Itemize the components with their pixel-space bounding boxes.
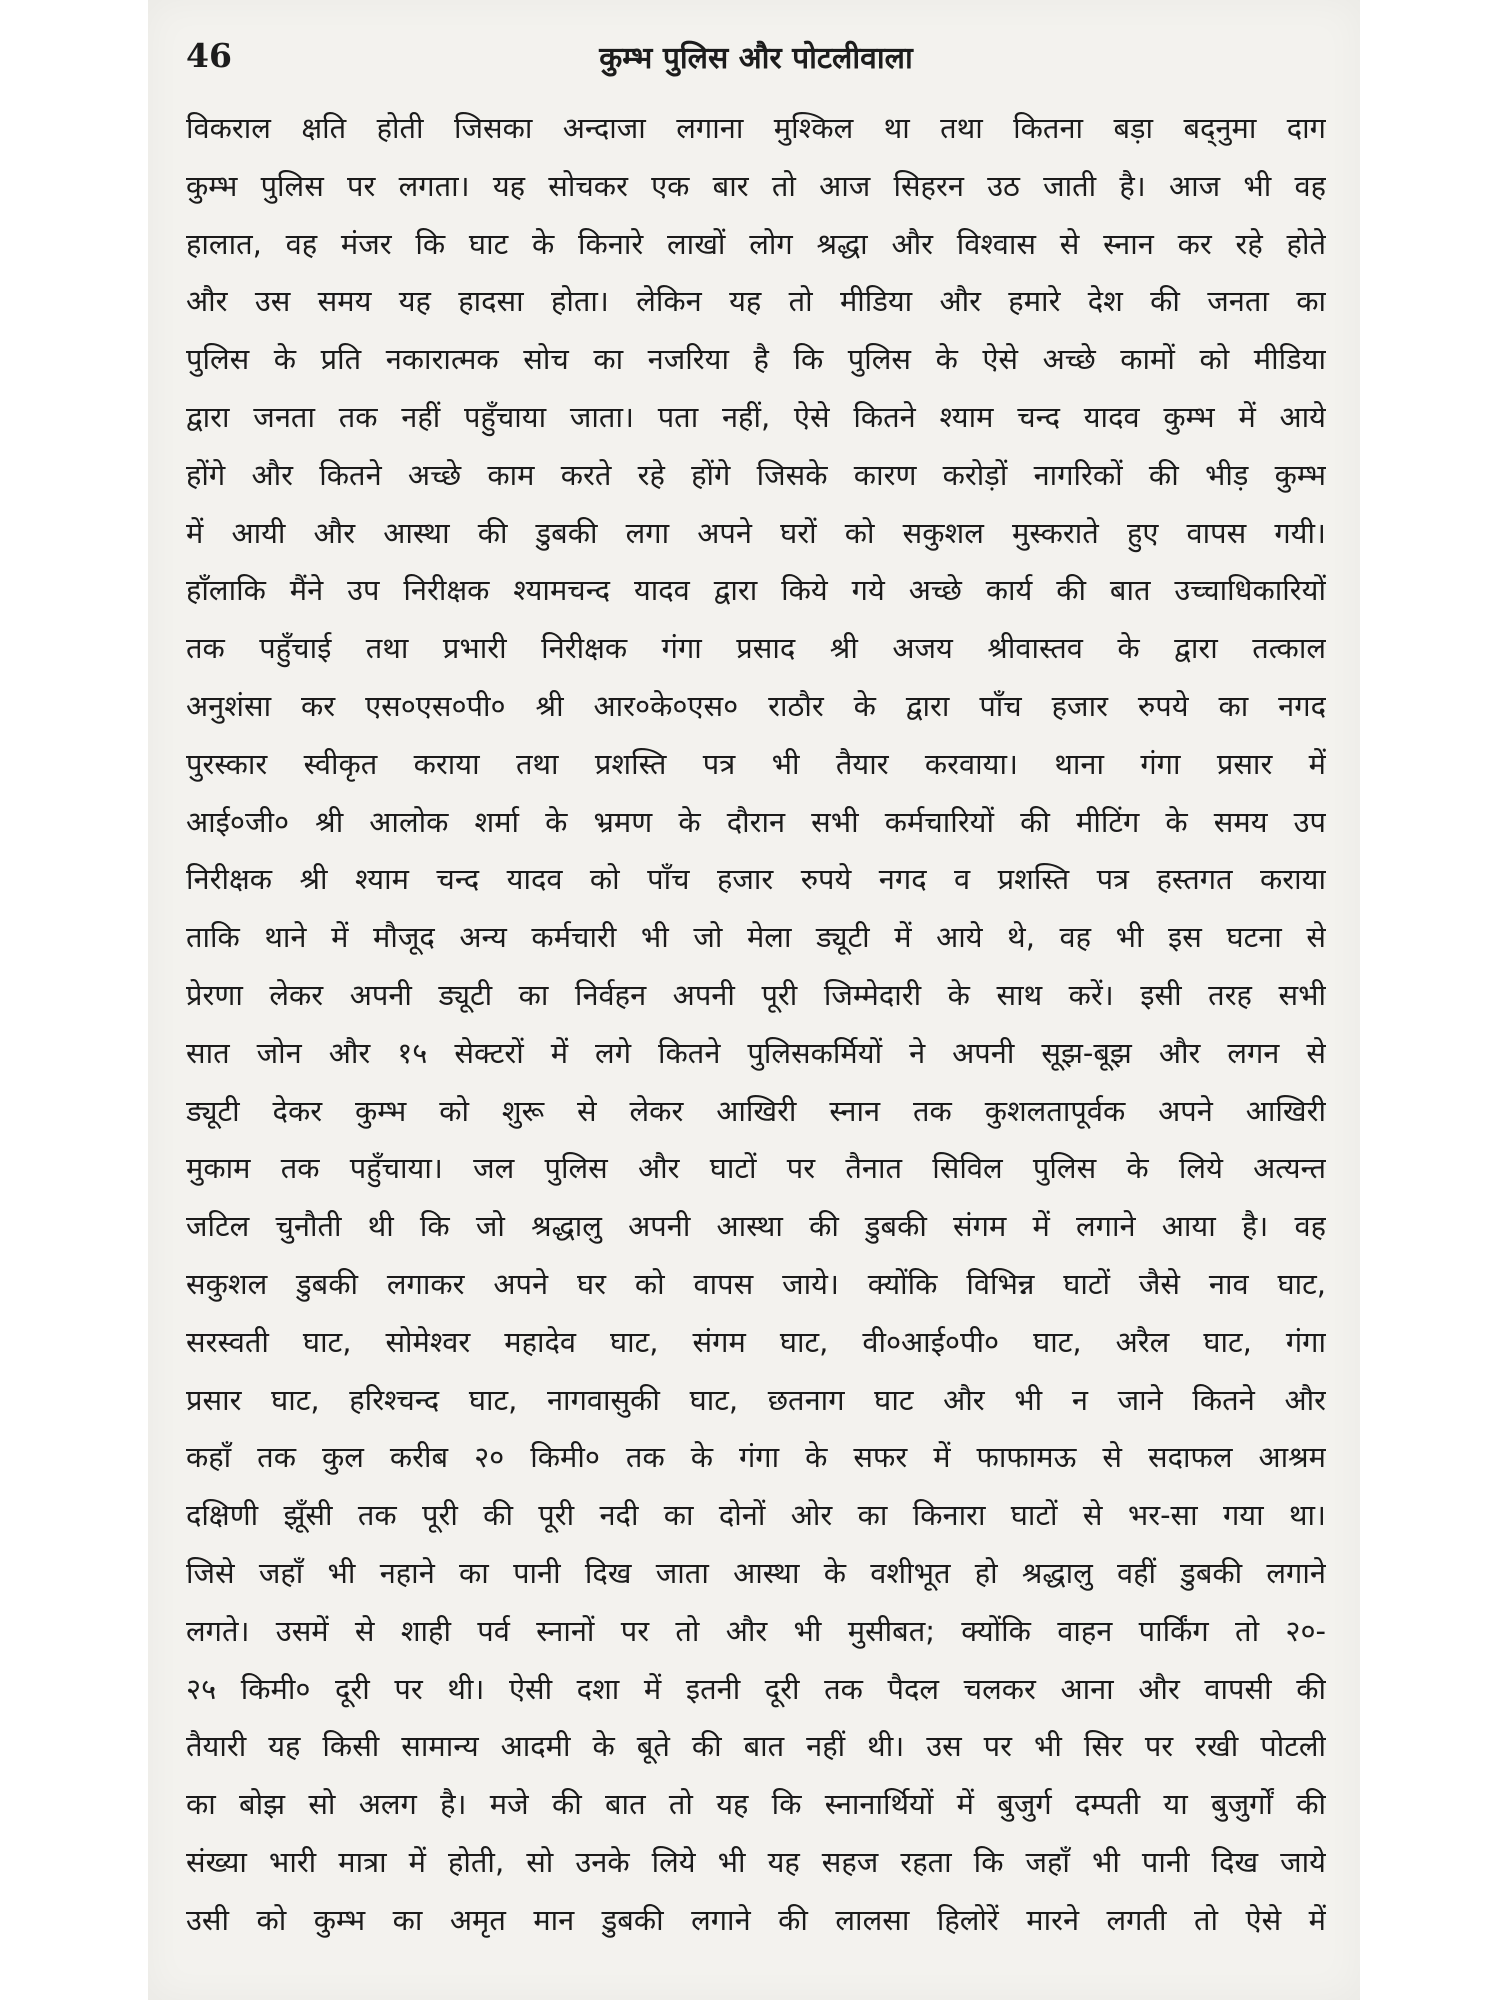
text-line: सकुशल डुबकी लगाकर अपने घर को वापस जाये। क्योंकि विभिन्न घाटों जैसे नाव घाट, [186, 1266, 1326, 1301]
text-line: लगते। उसमें से शाही पर्व स्नानों पर तो और भी मुसीबत; क्योंकि वाहन पार्किंग तो २०- [186, 1613, 1326, 1648]
text-line: २५ किमी० दूरी पर थी। ऐसी दशा में इतनी दूरी तक पैदल चलकर आना और वापसी की [186, 1671, 1326, 1706]
text-line: ड्यूटी देकर कुम्भ को शुरू से लेकर आखिरी स्नान तक कुशलतापूर्वक अपने आखिरी [186, 1093, 1326, 1128]
running-title: कुम्भ पुलिस और पोटलीवाला [599, 41, 913, 76]
body-text [186, 100, 1326, 1950]
text-line: का बोझ सो अलग है। मजे की बात तो यह कि स्नानार्थियों में बुजुर्ग दम्पती या बुजुर्गों की [186, 1787, 1326, 1822]
text-line: ताकि थाने में मौजूद अन्य कर्मचारी भी जो मेला ड्यूटी में आये थे, वह भी इस घटना से [186, 920, 1326, 955]
text-line: द्वारा जनता तक नहीं पहुँचाया जाता। पता नहीं, ऐसे कितने श्याम चन्द यादव कुम्भ में आये [186, 399, 1326, 434]
text-line: आई०जी० श्री आलोक शर्मा के भ्रमण के दौरान सभी कर्मचारियों की मीटिंग के समय उप [186, 804, 1326, 839]
text-line: कहाँ तक कुल करीब २० किमी० तक के गंगा के सफर में फाफामऊ से सदाफल आश्रम [186, 1440, 1326, 1475]
text-line: में आयी और आस्था की डुबकी लगा अपने घरों को सकुशल मुस्कराते हुए वापस गयी। [186, 515, 1326, 550]
text-line: हाँलाकि मैंने उप निरीक्षक श्यामचन्द यादव द्वारा किये गये अच्छे कार्य की बात उच्चाधिकारियों [186, 573, 1326, 608]
text-line: कुम्भ पुलिस पर लगता। यह सोचकर एक बार तो आज सिहरन उठ जाती है। आज भी वह [186, 168, 1326, 203]
text-line: निरीक्षक श्री श्याम चन्द यादव को पाँच हजार रुपये नगद व प्रशस्ति पत्र हस्तगत कराया [186, 862, 1326, 897]
text-line: पुलिस के प्रति नकारात्मक सोच का नजरिया है कि पुलिस के ऐसे अच्छे कामों को मीडिया [186, 342, 1326, 377]
text-line: पुरस्कार स्वीकृत कराया तथा प्रशस्ति पत्र भी तैयार करवाया। थाना गंगा प्रसार में [186, 746, 1326, 781]
text-line: जिसे जहाँ भी नहाने का पानी दिख जाता आस्था के वशीभूत हो श्रद्धालु वहीं डुबकी लगाने [186, 1555, 1326, 1590]
text-line: सरस्वती घाट, सोमेश्वर महादेव घाट, संगम घाट, वी०आई०पी० घाट, अरैल घाट, गंगा [186, 1324, 1326, 1359]
text-line: प्रेरणा लेकर अपनी ड्यूटी का निर्वहन अपनी पूरी जिम्मेदारी के साथ करें। इसी तरह सभी [186, 977, 1326, 1012]
text-line: अनुशंसा कर एस०एस०पी० श्री आर०के०एस० राठौर के द्वारा पाँच हजार रुपये का नगद [186, 688, 1326, 723]
text-line: और उस समय यह हादसा होता। लेकिन यह तो मीडिया और हमारे देश की जनता का [186, 284, 1326, 319]
text-line: संख्या भारी मात्रा में होती, सो उनके लिये भी यह सहज रहता कि जहाँ भी पानी दिख जाये [186, 1844, 1326, 1879]
text-line: प्रसार घाट, हरिश्चन्द घाट, नागवासुकी घाट, छतनाग घाट और भी न जाने कितने और [186, 1382, 1326, 1417]
text-line: जटिल चुनौती थी कि जो श्रद्धालु अपनी आस्था की डुबकी संगम में लगाने आया है। वह [186, 1209, 1326, 1244]
text-line: हालात, वह मंजर कि घाट के किनारे लाखों लोग श्रद्धा और विश्वास से स्नान कर रहे होते [186, 226, 1326, 261]
text-line: विकराल क्षति होती जिसका अन्दाजा लगाना मुश्किल था तथा कितना बड़ा बद्नुमा दाग [186, 111, 1326, 145]
text-line: उसी को कुम्भ का अमृत मान डुबकी लगाने की लालसा हिलोरें मारने लगती तो ऐसे में [186, 1902, 1326, 1937]
text-line: तक पहुँचाई तथा प्रभारी निरीक्षक गंगा प्रसाद श्री अजय श्रीवास्तव के द्वारा तत्काल [186, 631, 1326, 666]
text-line: मुकाम तक पहुँचाया। जल पुलिस और घाटों पर तैनात सिविल पुलिस के लिये अत्यन्त [186, 1151, 1326, 1186]
text-line: तैयारी यह किसी सामान्य आदमी के बूते की बात नहीं थी। उस पर भी सिर पर रखी पोटली [186, 1729, 1326, 1764]
text-line: दक्षिणी झूँसी तक पूरी की पूरी नदी का दोनों ओर का किनारा घाटों से भर-सा गया था। [186, 1498, 1326, 1533]
page-number: 46 [186, 36, 232, 75]
text-line: होंगे और कितने अच्छे काम करते रहे होंगे जिसके कारण करोड़ों नागरिकों की भीड़ कुम्भ [186, 457, 1326, 492]
text-line: सात जोन और १५ सेक्टरों में लगे कितने पुलिसकर्मियों ने अपनी सूझ-बूझ और लगन से [186, 1035, 1326, 1070]
page-header [186, 36, 1326, 100]
